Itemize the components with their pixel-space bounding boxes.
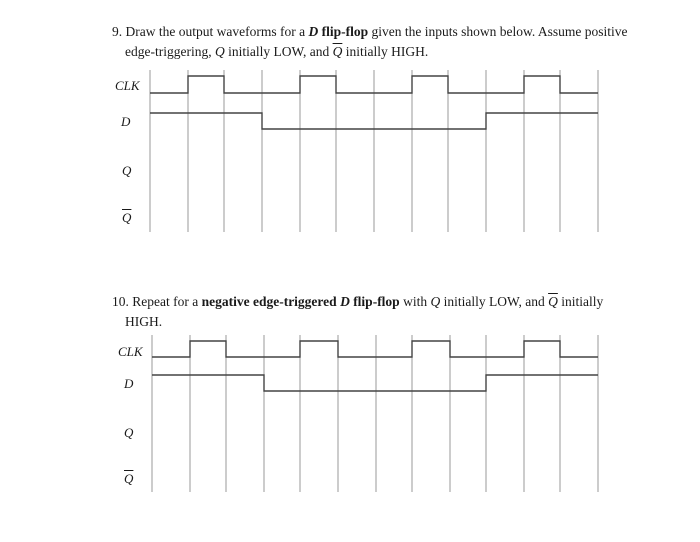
question-10: 10. Repeat for a negative edge-triggered D flip-flop with Q initially LOW, and $\overline{Q}$ initially HIGH. [112, 294, 604, 329]
d-label-2: D [124, 376, 134, 391]
question-9-number: 9. [112, 24, 123, 39]
q-label-2: Q [124, 425, 134, 440]
d-label-1: D [121, 114, 131, 129]
qbar-label-1: $\overline{Q}$ [122, 210, 132, 225]
clk-label-2: CLK [118, 344, 143, 359]
qbar-label-2: $\overline{Q}$ [124, 471, 134, 486]
q-label-1: Q [122, 163, 132, 178]
clk-waveform-2 [152, 341, 598, 357]
d-waveform-2 [152, 375, 598, 391]
question-10-number: 10. [112, 294, 129, 309]
clk-label-1: CLK [115, 78, 140, 93]
question-9: 9. Draw the output waveforms for a D flip-flop given the inputs shown below. Assume positive edge-triggering, Q initially LOW, and $\overline{Q}$ initially HIGH. [112, 24, 628, 59]
grid-lines-2 [152, 335, 598, 492]
